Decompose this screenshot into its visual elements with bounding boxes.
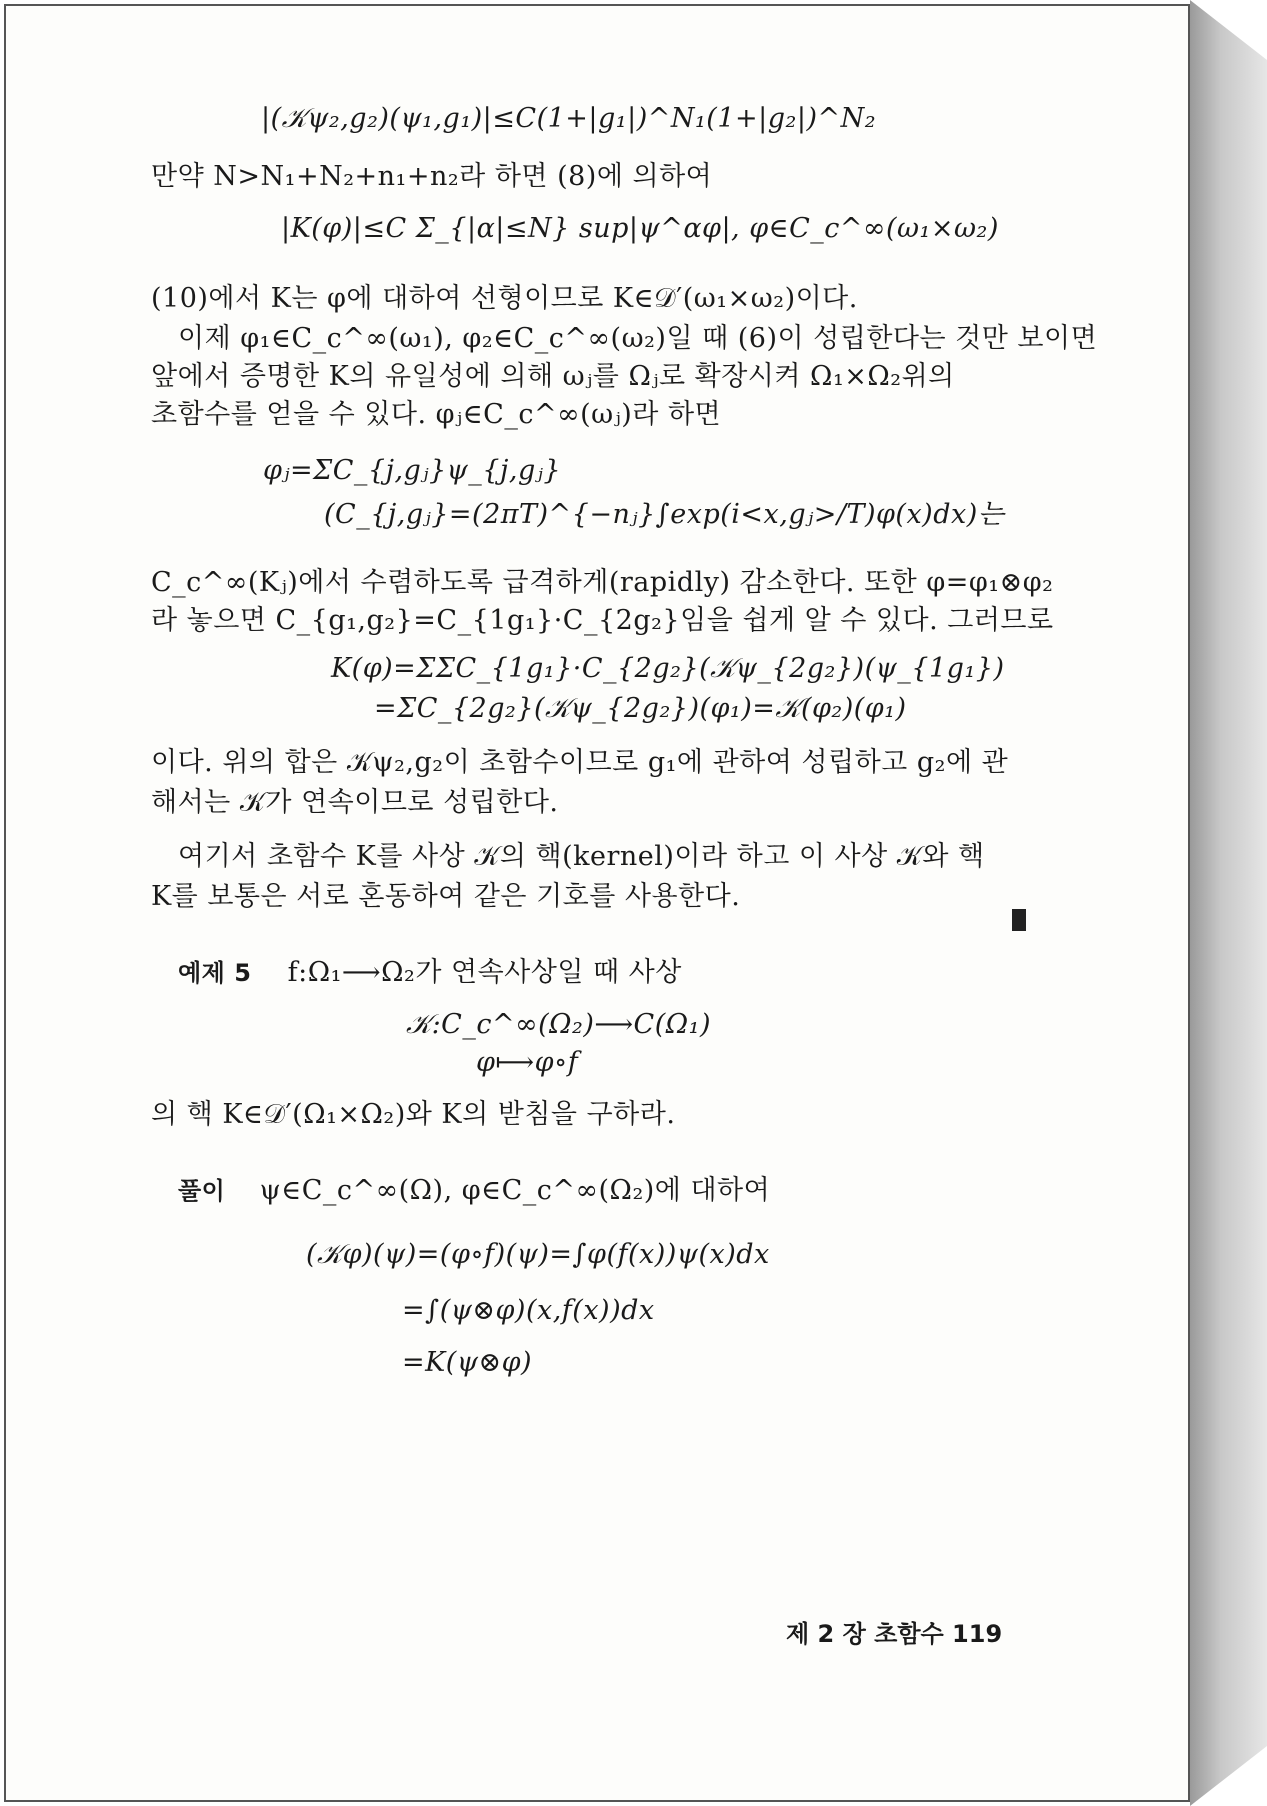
equation-K-phi-2: =ΣC_{2g₂}(𝒦ψ_{2g₂})(φ₁)=𝒦(φ₂)(φ₁) [374, 693, 907, 724]
text-line: 초함수를 얻을 수 있다. φⱼ∈C_c^∞(ωⱼ)라 하면 [151, 399, 722, 430]
solution-label: 풀이 [178, 1177, 226, 1205]
text-line: 여기서 초함수 K를 사상 𝒦의 핵(kernel)이라 하고 이 사상 𝒦와 핵 [178, 841, 985, 872]
equation-coefficient: (C_{j,gⱼ}=(2πT)^{−nⱼ}∫exp(i<x,gⱼ>/T)φ(x)dx)는 [324, 499, 1005, 530]
equation-solution-1: (𝒦φ)(ψ)=(φ∘f)(ψ)=∫φ(f(x))ψ(x)dx [306, 1239, 770, 1270]
text-line: 이다. 위의 합은 𝒦ψ₂,g₂이 초함수이므로 g₁에 관하여 성립하고 g₂에 관 [151, 747, 1009, 778]
equation-K-phi-1: K(φ)=ΣΣC_{1g₁}·C_{2g₂}(𝒦ψ_{2g₂})(ψ_{1g₁}) [331, 653, 1005, 684]
text-line: K를 보통은 서로 혼동하여 같은 기호를 사용한다. [151, 881, 741, 912]
text-line: 해서는 𝒦가 연속이므로 성립한다. [151, 787, 559, 818]
example-heading [178, 956, 682, 990]
equation-solution-3: =K(ψ⊗φ) [402, 1347, 533, 1378]
equation-map-rule: φ⟼φ∘f [476, 1047, 579, 1078]
equation-phi-j-expansion: φⱼ=ΣC_{j,gⱼ}ψ_{j,gⱼ} [263, 455, 562, 486]
text-line: C_c^∞(Kⱼ)에서 수렴하도록 급격하게(rapidly) 감소한다. 또한 φ=φ₁⊗φ₂ [151, 567, 1054, 598]
text-line: 앞에서 증명한 K의 유일성에 의해 ωⱼ를 Ωⱼ로 확장시켜 Ω₁×Ω₂위의 [151, 361, 955, 392]
text-line: 만약 N>N₁+N₂+n₁+n₂라 하면 (8)에 의하여 [151, 161, 713, 192]
equation-solution-2: =∫(ψ⊗φ)(x,f(x))dx [402, 1295, 655, 1326]
book-edge-bottom-corner [1190, 1746, 1267, 1806]
equation-K-estimate: |K(φ)|≤C Σ_{|α|≤N} sup|ψ^αφ|, φ∈C_c^∞(ω₁×ω₂) [281, 213, 999, 244]
example-label: 예제 5 [178, 959, 252, 987]
solution-statement: ψ∈C_c^∞(Ω), φ∈C_c^∞(Ω₂)에 대하여 [259, 1175, 771, 1206]
book-edge-top-corner [1190, 0, 1267, 60]
text-line: 라 놓으면 C_{g₁,g₂}=C_{1g₁}·C_{2g₂}임을 쉽게 알 수 있다. 그러므로 [151, 605, 1054, 636]
book-page-stack-edge [1190, 0, 1267, 1806]
text-line: 이제 φ₁∈C_c^∞(ω₁), φ₂∈C_c^∞(ω₂)일 때 (6)이 성립한다는 것만 보이면 [178, 323, 1098, 354]
book-page [4, 4, 1190, 1802]
page-footer: 제 2 장 초함수 119 [786, 1620, 1003, 1648]
example-statement: f:Ω₁⟶Ω₂가 연속사상일 때 사상 [287, 957, 682, 988]
text-line: 의 핵 K∈𝒟′(Ω₁×Ω₂)와 K의 받침을 구하라. [151, 1099, 676, 1130]
qed-box-icon [1012, 909, 1026, 931]
equation-bound-kernel: |(𝒦ψ₂,g₂)(ψ₁,g₁)|≤C(1+|g₁|)^N₁(1+|g₂|)^N₂ [261, 103, 877, 134]
text-line: (10)에서 K는 φ에 대하여 선형이므로 K∈𝒟′(ω₁×ω₂)이다. [151, 283, 858, 314]
solution-heading [178, 1174, 770, 1208]
equation-map-definition: 𝒦:C_c^∞(Ω₂)⟶C(Ω₁) [406, 1009, 711, 1040]
